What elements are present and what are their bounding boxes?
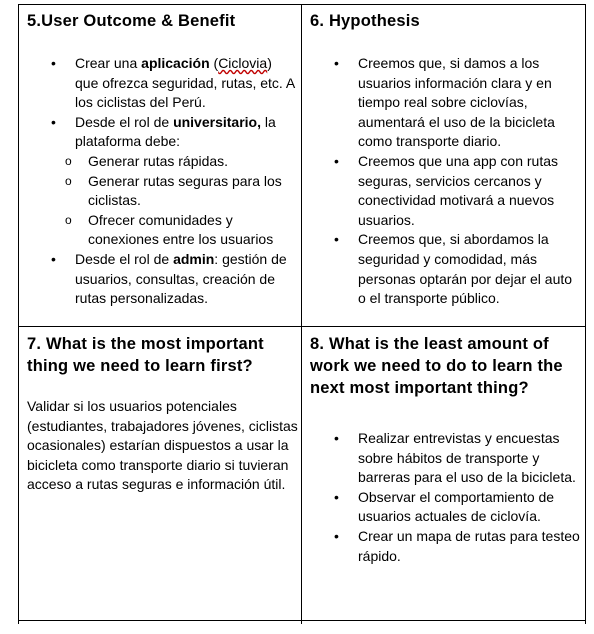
bullet-icon: •	[334, 55, 339, 71]
bullet-icon: •	[51, 55, 56, 71]
circle-bullet-icon: o	[65, 153, 72, 168]
bullet-icon: •	[51, 250, 56, 267]
list-item: • Creemos que una app con rutas seguras, servicios cercanos y conectividad motivará a nuevos usuarios.	[334, 152, 559, 228]
circle-bullet-icon: o	[65, 212, 72, 227]
table-bottom-border	[18, 620, 586, 621]
list-item: • Observar el comportamiento de usuarios actuales de ciclovía.	[334, 488, 555, 525]
circle-bullet-icon: o	[65, 173, 72, 188]
list-item: • Desde el rol de universitario, la plataforma debe:	[51, 113, 276, 150]
bullet-icon: •	[334, 231, 339, 248]
cell-learn-first	[27, 333, 299, 495]
list-item: • Crear un mapa de rutas para testeo rápido.	[334, 527, 580, 564]
list-item: • Realizar entrevistas y encuestas sobre hábitos de transporte y barreras para el uso de la bicicleta.	[334, 430, 576, 486]
cell-hypothesis	[310, 10, 582, 309]
bullet-icon: •	[334, 488, 339, 505]
cell-title-learn-first: 7. What is the most important thing we need to learn first?	[27, 335, 264, 375]
learn-first-text: Validar si los usuarios potenciales (estudiantes, trabajadores jóvenes, ciclistas ocasionales) estarían dispuestos a usar la bicicleta como transporte diario si tuvieran acceso a rutas seguras e información útil.	[27, 398, 298, 493]
list-item: • Desde el rol de admin: gestión de usuarios, consultas, creación de rutas personalizadas.	[51, 250, 287, 307]
table-left-border	[18, 4, 19, 624]
cell-title-hypothesis: 6. Hypothesis	[310, 12, 420, 30]
outcome-list	[27, 54, 299, 152]
table-row-divider	[18, 326, 586, 327]
sub-list-item: o Generar rutas rápidas.	[27, 152, 299, 172]
list-item: • Creemos que, si damos a los usuarios información clara y en tiempo real sobre ciclovías, aumentará el uso de la bicicleta como transporte diario.	[334, 55, 555, 150]
sub-list-item: o Ofrecer comunidades y conexiones entre los usuarios	[65, 211, 274, 248]
cell-least-work	[310, 333, 582, 566]
bullet-icon: •	[334, 152, 339, 169]
cell-title-least-work: 8. What is the least amount of work we need to do to learn the next most important thing?	[310, 335, 563, 397]
hypothesis-list	[310, 54, 582, 309]
bullet-icon: •	[334, 430, 339, 446]
sub-list-item: o Generar rutas seguras para los ciclistas.	[65, 172, 282, 209]
bullet-icon: •	[51, 113, 56, 130]
table-right-border	[585, 4, 586, 624]
bullet-icon: •	[334, 527, 339, 544]
cell-user-outcome	[27, 10, 299, 309]
least-work-list	[310, 429, 582, 566]
table-top-border	[18, 4, 586, 5]
cell-title-outcome: 5.User Outcome & Benefit	[27, 12, 236, 30]
list-item: • Creemos que, si abordamos la seguridad y comodidad, más personas optarán por dejar el auto o el transporte público.	[334, 231, 573, 307]
table-column-divider	[301, 4, 302, 624]
lean-canvas-table	[18, 4, 586, 634]
app-name: Ciclovia	[218, 55, 268, 71]
list-item: • Crear una aplicación (Ciclovia) que ofrezca seguridad, rutas, etc. A los ciclistas del Perú.	[51, 55, 295, 111]
outcome-sublist	[27, 152, 299, 250]
